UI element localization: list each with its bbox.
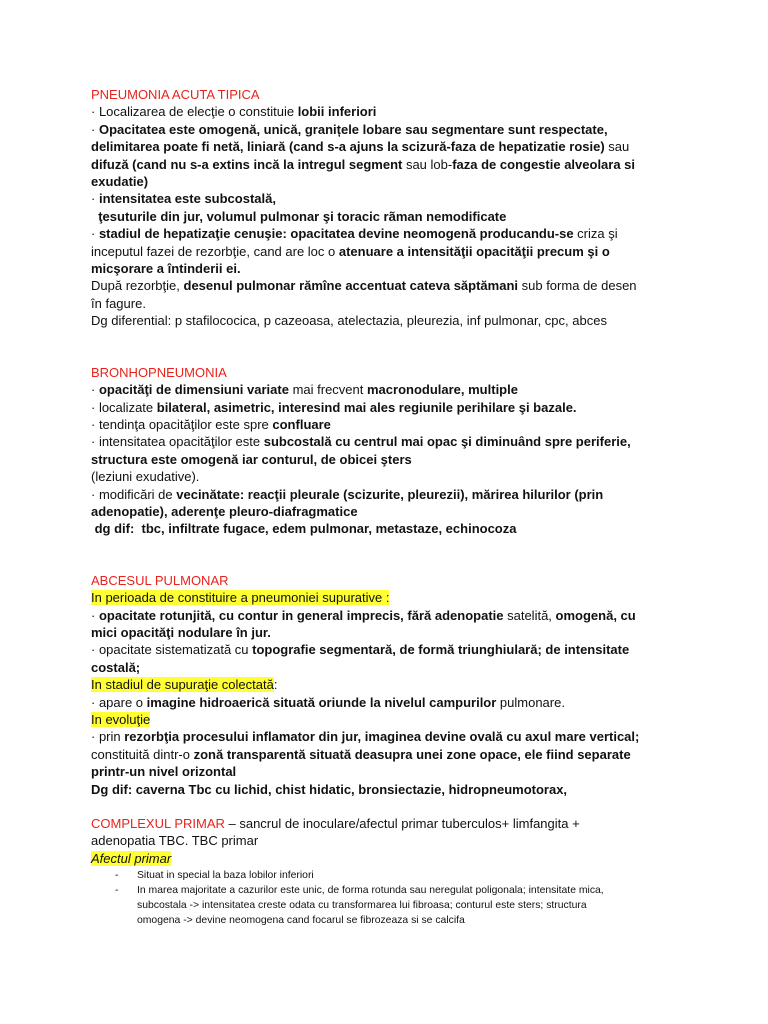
highlighted-heading: In perioada de constituire a pneumoniei supurative : [91,590,390,606]
paragraph-line: inceputul fazei de rezorbţie, cand are loc o atenuare a intensităţii opacităţii precum şi o [91,243,610,259]
document-page [91,86,691,928]
paragraph-line: ţesuturile din jur, volumul pulmonar şi toracic rãman nemodificate [91,208,507,224]
paragraph-line: · Opacitatea este omogenă, unică, granițele lobare sau segmentare sunt respectate, [91,121,608,137]
paragraph-line: micşorare a întinderii ei. [91,261,241,277]
paragraph-line: dg dif: tbc, infiltrate fugace, edem pulmonar, metastaze, echinocoza [91,521,517,537]
dash-marker: - [115,885,119,897]
spacer [91,538,691,555]
paragraph-line: constituită dintr-o zonă transparentă situată deasupra unei zone opace, ele fiind separate [91,746,631,762]
dash-marker: - [115,870,119,882]
spacer [91,330,691,347]
section-title-abcesul: ABCESUL PULMONAR [91,572,229,588]
spacer [91,347,691,364]
paragraph-line: · stadiul de hepatizaţie cenuşie: opacitatea devine neomogenă producandu-se criza şi [91,226,618,242]
paragraph-line: delimitarea poate fi netă, liniară (cand s-a ajuns la scizură-faza de hepatizatie rosie) sau [91,139,630,155]
paragraph-line: costală; [91,659,141,675]
paragraph-line: difuză (cand nu s-a extins incă la intregul segment sau lob-faza de congestie alveolara si [91,156,636,172]
paragraph-line: · tendinţa opacităţilor este spre confluare [91,416,331,432]
paragraph-line: (leziuni exudative). [91,469,200,485]
section-title-pneumonia: PNEUMONIA ACUTA TIPICA [91,87,260,102]
list-item: - In marea majoritate a cazurilor este unic, de forma rotunda sau neregulat poligonala; intensitate mica, [115,885,604,897]
paragraph-line: După rezorbţie, desenul pulmonar rămîne accentuat cateva săptămani sub forma de desen [91,278,637,294]
highlighted-heading: In evoluţie [91,712,151,727]
paragraph-line: · intensitatea este subcostală, [91,191,276,207]
list-item-continuation: omogena -> devine neomogena cand focarul se fibrozeaza si se calcifa [137,915,465,927]
spacer [91,798,691,815]
paragraph-line: COMPLEXUL PRIMAR – sancrul de inoculare/afectul primar tuberculos+ limfangita + [91,816,580,832]
paragraph-line: adenopatie), aderenţe pleuro-diafragmatice [91,503,358,519]
paragraph-line: · opacităţi de dimensiuni variate mai frecvent macronodulare, multiple [91,382,518,398]
paragraph-line: exudatie) [91,174,149,190]
paragraph-line: · localizate bilateral, asimetric, interesind mai ales regiunile perihilare şi bazale. [91,399,577,415]
paragraph-line: Dg dif: caverna Tbc cu lichid, chist hidatic, bronsiectazie, hidropneumotorax, [91,781,568,797]
section-title-bronhopneumonia: BRONHOPNEUMONIA [91,364,227,380]
paragraph-line: · opacitate rotunjită, cu contur in general imprecis, fără adenopatie satelită, omogenă, cu [91,607,636,623]
paragraph-line: Dg diferential: p stafilococica, p cazeoasa, atelectazia, pleurezia, inf pulmonar, cpc, abces [91,313,607,329]
list-item-continuation: subcostala -> intensitatea creste odata cu transformarea lui fibroasa; conturul este sters; structura [137,900,587,912]
paragraph-line: · prin rezorbţia procesului inflamator din jur, imaginea devine ovală cu axul mare vertical; [91,729,640,745]
paragraph-line: · Localizarea de elecţie o constituie lobii inferiori [91,104,377,120]
section-title-complexul: COMPLEXUL PRIMAR [91,816,225,832]
highlighted-heading: In stadiul de supuraţie colectată: [91,677,278,693]
paragraph-line: · apare o imagine hidroaerică situată oriunde la nivelul campurilor pulmonare. [91,694,565,710]
paragraph-line: · opacitate sistematizată cu topografie segmentară, de formă triunghiulară; de intensitate [91,642,630,658]
spacer [91,555,691,572]
paragraph-line: printr-un nivel orizontal [91,764,237,780]
list-item: - Situat in special la baza lobilor inferiori [115,870,314,882]
paragraph-line: structura este omogenă iar conturul, de obicei şters [91,451,412,467]
paragraph-line: adenopatia TBC. TBC primar [91,833,259,849]
paragraph-line: în fagure. [91,295,146,311]
bullet-list [91,868,691,928]
paragraph-line: · intensitatea opacităţilor este subcostală cu centrul mai opac şi diminuând spre periferie, [91,434,631,450]
highlighted-heading: Afectul primar [91,850,172,866]
paragraph-line: · modificări de vecinătate: reacţii pleurale (scizurite, pleurezii), mărirea hilurilor (prin [91,486,604,502]
paragraph-line: mici opacităţi nodulare în jur. [91,624,271,640]
